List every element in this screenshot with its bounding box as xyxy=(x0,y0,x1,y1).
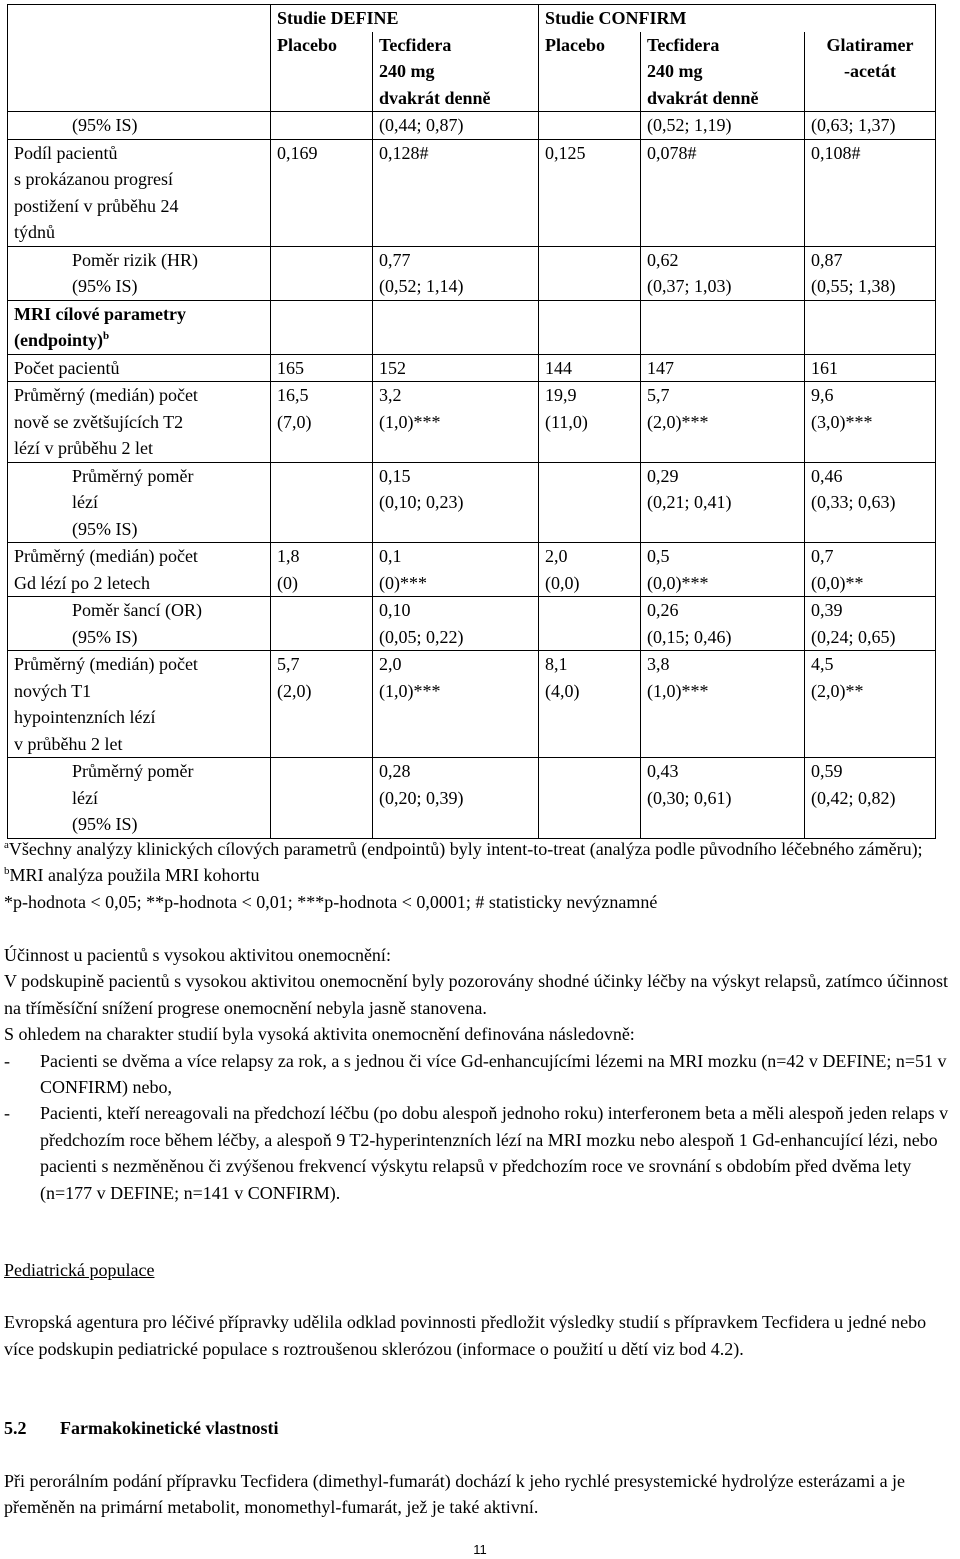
table-cell xyxy=(539,462,641,543)
header-glatiramer: Glatiramer -acetát xyxy=(805,32,936,112)
table-footnotes xyxy=(4,836,954,915)
table-cell: (0,63; 1,37) xyxy=(805,112,936,140)
table-cell xyxy=(271,597,373,651)
header-tecfidera-confirm: Tecfidera 240 mg dvakrát denně xyxy=(641,32,805,112)
table-row xyxy=(8,543,936,597)
table-cell: 16,5 (7,0) xyxy=(271,382,373,463)
table-row xyxy=(8,112,936,140)
pediatric-section xyxy=(4,1257,956,1362)
table-cell xyxy=(539,300,641,354)
table-cell: (0,52; 1,19) xyxy=(641,112,805,140)
table-cell xyxy=(641,300,805,354)
table-cell xyxy=(539,112,641,140)
table-row xyxy=(8,758,936,839)
high-activity-heading: Účinnost u pacientů s vysokou aktivitou onemocnění: xyxy=(4,945,391,965)
row-label: Průměrný poměr lézí (95% IS) xyxy=(8,758,271,839)
footnote-p-values: *p-hodnota < 0,05; **p-hodnota < 0,01; ***p-hodnota < 0,0001; # statisticky nevýznamné xyxy=(4,891,658,912)
table-cell: 152 xyxy=(373,354,539,382)
table-cell: 5,7 (2,0)*** xyxy=(641,382,805,463)
high-activity-paragraph-1: V podskupině pacientů s vysokou aktivitou onemocnění byly pozorovány shodné účinky léčby na výskyt relapsů, zatímco účinnost na tříměsíční snížení progrese onemocnění nebyla jasně stanovena. xyxy=(4,971,948,1018)
high-activity-section xyxy=(4,942,956,1206)
row-label: Průměrný poměr lézí (95% IS) xyxy=(8,462,271,543)
table-cell xyxy=(805,300,936,354)
table-cell: 165 xyxy=(271,354,373,382)
table-cell: 0,078# xyxy=(641,139,805,246)
table-cell: 0,15 (0,10; 0,23) xyxy=(373,462,539,543)
table-cell: 0,5 (0,0)*** xyxy=(641,543,805,597)
table-cell: 0,26 (0,15; 0,46) xyxy=(641,597,805,651)
table-cell: 0,39 (0,24; 0,65) xyxy=(805,597,936,651)
table-row xyxy=(8,300,936,354)
table-row xyxy=(8,139,936,246)
table-cell: 0,1 (0)*** xyxy=(373,543,539,597)
table-cell xyxy=(271,246,373,300)
table-cell: 19,9 (11,0) xyxy=(539,382,641,463)
list-item: - Pacienti, kteří nereagovali na předchozí léčbu (po dobu alespoň jednoho roku) interferonem beta a měli alespoň jeden relaps v předchozím roce během léčby, a alespoň 9 T2-hyperintenzních lézí na MRI mozku nebo alespoň 1 Gd-enhancující lézi, nebo pacienti s nezměněnou či zvýšenou frekvencí výskytu relapsů v předchozím roce ve srovnání s obdobím před dvěma lety (n=177 v DEFINE; n=141 v CONFIRM). xyxy=(4,1103,949,1203)
table-cell: (0,44; 0,87) xyxy=(373,112,539,140)
table-row xyxy=(8,246,936,300)
header-tecfidera-define: Tecfidera 240 mg dvakrát denně xyxy=(373,32,539,112)
table-cell: 0,62 (0,37; 1,03) xyxy=(641,246,805,300)
row-label: MRI cílové parametry (endpointy)$^b$ xyxy=(8,300,271,354)
section-number: 5.2 xyxy=(4,1418,27,1438)
list-item: - Pacienti se dvěma a více relapsy za rok, a s jednou či více Gd-enhancujícími lézemi na MRI mozku (n=42 v DEFINE; n=51 v CONFIRM) nebo, xyxy=(4,1050,947,1098)
table-cell: 144 xyxy=(539,354,641,382)
pediatric-text: Evropská agentura pro léčivé přípravky udělila odklad povinnosti předložit výsledky studií s přípravkem Tecfidera u jedné nebo více podskupin pediatrické populace s roztroušenou sklerózou (informace o použití u dětí viz bod 4.2). xyxy=(4,1312,927,1359)
header-placebo-confirm: Placebo xyxy=(539,32,641,112)
table-cell: 0,7 (0,0)** xyxy=(805,543,936,597)
row-label: Poměr rizik (HR) (95% IS) xyxy=(8,246,271,300)
table-row xyxy=(8,597,936,651)
table-row xyxy=(8,382,936,463)
table-cell: 0,46 (0,33; 0,63) xyxy=(805,462,936,543)
efficacy-table xyxy=(7,4,936,839)
table-cell xyxy=(373,300,539,354)
high-activity-paragraph-2: S ohledem na charakter studií byla vysoká aktivita onemocnění definována následovně: xyxy=(4,1024,635,1045)
table-cell: 5,7 (2,0) xyxy=(271,651,373,758)
table-cell: 0,108# xyxy=(805,139,936,246)
table-cell xyxy=(271,300,373,354)
row-label: (95% IS) xyxy=(8,112,271,140)
page-number: 11 xyxy=(473,1542,487,1557)
table-cell: 0,43 (0,30; 0,61) xyxy=(641,758,805,839)
table-cell: 2,0 (1,0)*** xyxy=(373,651,539,758)
table-cell: 9,6 (3,0)*** xyxy=(805,382,936,463)
table-row xyxy=(8,651,936,758)
table-cell: 161 xyxy=(805,354,936,382)
table-cell xyxy=(539,246,641,300)
table-cell: 4,5 (2,0)** xyxy=(805,651,936,758)
table-header-row-1 xyxy=(8,5,936,32)
table-cell: 1,8 (0) xyxy=(271,543,373,597)
table-cell: 0,128# xyxy=(373,139,539,246)
header-placebo-define: Placebo xyxy=(271,32,373,112)
table-cell: 0,87 (0,55; 1,38) xyxy=(805,246,936,300)
table-cell: 0,10 (0,05; 0,22) xyxy=(373,597,539,651)
table-cell: 8,1 (4,0) xyxy=(539,651,641,758)
row-label: Počet pacientů xyxy=(8,354,271,382)
table-row xyxy=(8,354,936,382)
table-cell: 3,2 (1,0)*** xyxy=(373,382,539,463)
header-define: Studie DEFINE xyxy=(271,5,539,32)
table-cell: 0,59 (0,42; 0,82) xyxy=(805,758,936,839)
table-row xyxy=(8,462,936,543)
table-cell: 0,29 (0,21; 0,41) xyxy=(641,462,805,543)
table-cell xyxy=(271,112,373,140)
table-cell xyxy=(271,758,373,839)
table-cell: 0,77 (0,52; 1,14) xyxy=(373,246,539,300)
table-cell: 3,8 (1,0)*** xyxy=(641,651,805,758)
row-label: Průměrný (medián) počet nových T1 hypointenzních lézí v průběhu 2 let xyxy=(8,651,271,758)
table-cell xyxy=(539,758,641,839)
table-cell xyxy=(271,462,373,543)
table-cell: 0,125 xyxy=(539,139,641,246)
row-label: Podíl pacientů s prokázanou progresí postižení v průběhu 24 týdnů xyxy=(8,139,271,246)
row-label: Průměrný (medián) počet Gd lézí po 2 letech xyxy=(8,543,271,597)
pediatric-heading: Pediatrická populace xyxy=(4,1260,155,1280)
table-cell xyxy=(539,597,641,651)
row-label: Poměr šancí (OR) (95% IS) xyxy=(8,597,271,651)
section-title: Farmakokinetické vlastnosti xyxy=(60,1418,279,1438)
section-5-2-heading xyxy=(4,1415,956,1441)
header-confirm: Studie CONFIRM xyxy=(539,5,936,32)
table-cell: 147 xyxy=(641,354,805,382)
table-cell: 0,28 (0,20; 0,39) xyxy=(373,758,539,839)
row-label: Průměrný (medián) počet nově se zvětšujících T2 lézí v průběhu 2 let xyxy=(8,382,271,463)
table-cell: 0,169 xyxy=(271,139,373,246)
footnote-ab: $^a$Všechny analýzy klinických cílových parametrů (endpointů) byly intent-to-treat (analýza podle původního léčebného záměru); $^b$MRI analýza použila MRI kohortu xyxy=(4,839,923,886)
table-cell: 2,0 (0,0) xyxy=(539,543,641,597)
section-5-2-text: Při perorálním podání přípravku Tecfidera (dimethyl-fumarát) dochází k jeho rychlé presystemické hydrolýze esterázami a je přeměněn na primární metabolit, monomethyl-fumarát, jež je také aktivní. xyxy=(4,1471,906,1518)
